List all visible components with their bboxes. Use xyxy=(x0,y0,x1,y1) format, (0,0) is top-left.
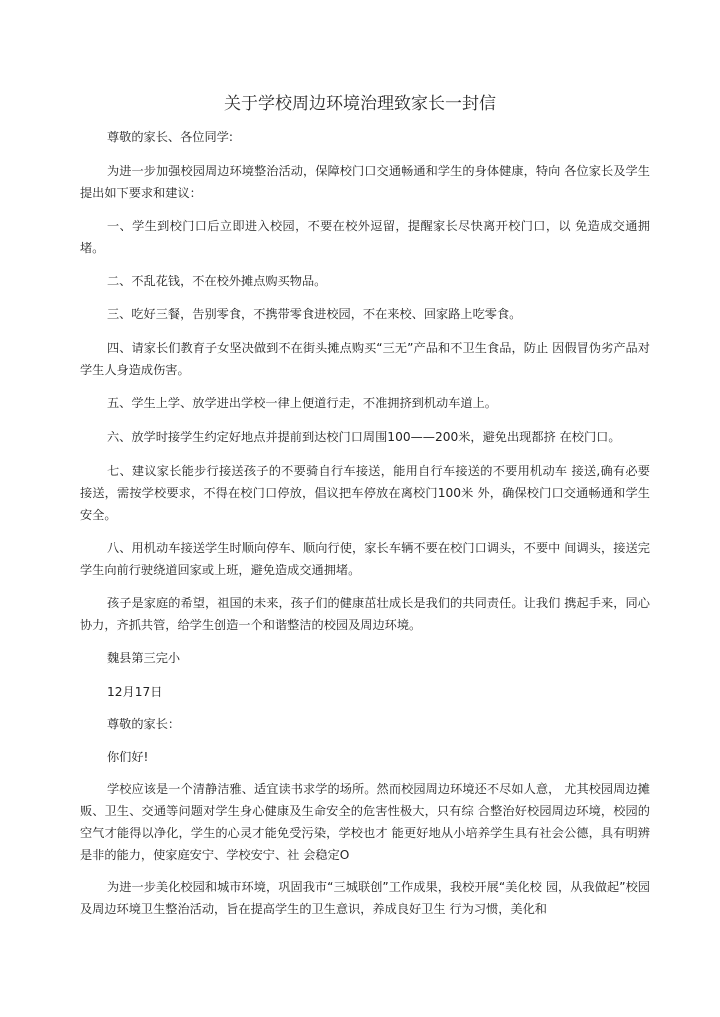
second-salutation: 尊敬的家长： xyxy=(107,717,181,731)
rule-8-paragraph: 八、用机动车接送学生时顺向停车、顺向行使，家长车辆不要在校门口调头，不要中 间调头，接送完学生向前行驶绕道回家或上班，避免造成交通拥堵。 xyxy=(80,541,650,577)
date: 12月17日 xyxy=(107,685,163,699)
rule-4-paragraph: 四、请家长们教育子女坚决做到不在街头摊点购买“三无”产品和不卫生食品，防止 因假冒伪劣产品对学生人身造成伤害。 xyxy=(80,341,650,377)
rule-3-paragraph: 三、吃好三餐，告别零食，不携带零食进校园，不在来校、回家路上吃零食。 xyxy=(107,307,522,321)
rule-6-paragraph: 六、放学时接学生约定好地点并提前到达校门口周围100——200米，避免出现都挤 在校门口。 xyxy=(107,430,621,444)
signature: 魏县第三完小 xyxy=(107,651,181,665)
greeting: 你们好! xyxy=(107,750,149,764)
page-title: 关于学校周边环境治理致家长一封信 xyxy=(224,94,496,114)
body-paragraph-2: 为进一步美化校园和城市环境，巩固我市“三城联创”工作成果，我校开展“美化校 园，从我做起”校园及周边环境卫生整治活动，旨在提高学生的卫生意识，养成良好卫生 行为习惯，美化和 xyxy=(80,880,650,916)
body-paragraph-1: 学校应该是一个清静洁雅、适宜读书求学的场所。然而校园周边环境还不尽如人意， 尤其校园周边摊贩、卫生、交通等问题对学生身心健康及生命安全的危害性极大，只有综 合整治好校园周边环境，校园的空气才能得以净化，学生的心灵才能免受污染，学校也才 能更好地从小培养学生具有社会公德，具有明辨是非的能力，使家庭安宁、学校安宁、社 会稳定O xyxy=(80,782,650,862)
rule-5-paragraph: 五、学生上学、放学进出学校一律上便道行走，不准拥挤到机动车道上。 xyxy=(107,396,497,410)
rule-2-paragraph: 二、不乱花钱，不在校外摊点购买物品。 xyxy=(107,274,327,288)
rule-1-paragraph: 一、学生到校门口后立即进入校园，不要在校外逗留，提醒家长尽快离开校门口，以 免造成交通拥堵。 xyxy=(80,219,650,255)
intro-paragraph: 为进一步加强校园周边环境整治活动，保障校门口交通畅通和学生的身体健康，特向 各位家长及学生提出如下要求和建议： xyxy=(80,164,650,200)
salutation: 尊敬的家长、各位同学: xyxy=(107,130,233,144)
rule-7-paragraph: 七、建议家长能步行接送孩子的不要骑自行车接送，能用自行车接送的不要用机动车 接送,确有必要接送，需按学校要求，不得在校门口停放，倡议把车停放在离校门100米 外，确保校门口交通畅通和学生安全。 xyxy=(80,464,650,522)
closing-paragraph: 孩子是家庭的希望，祖国的未来，孩子们的健康茁壮成长是我们的共同责任。让我们 携起手来，同心协力，齐抓共管，给学生创造一个和谐整洁的校园及周边环境。 xyxy=(80,596,650,632)
